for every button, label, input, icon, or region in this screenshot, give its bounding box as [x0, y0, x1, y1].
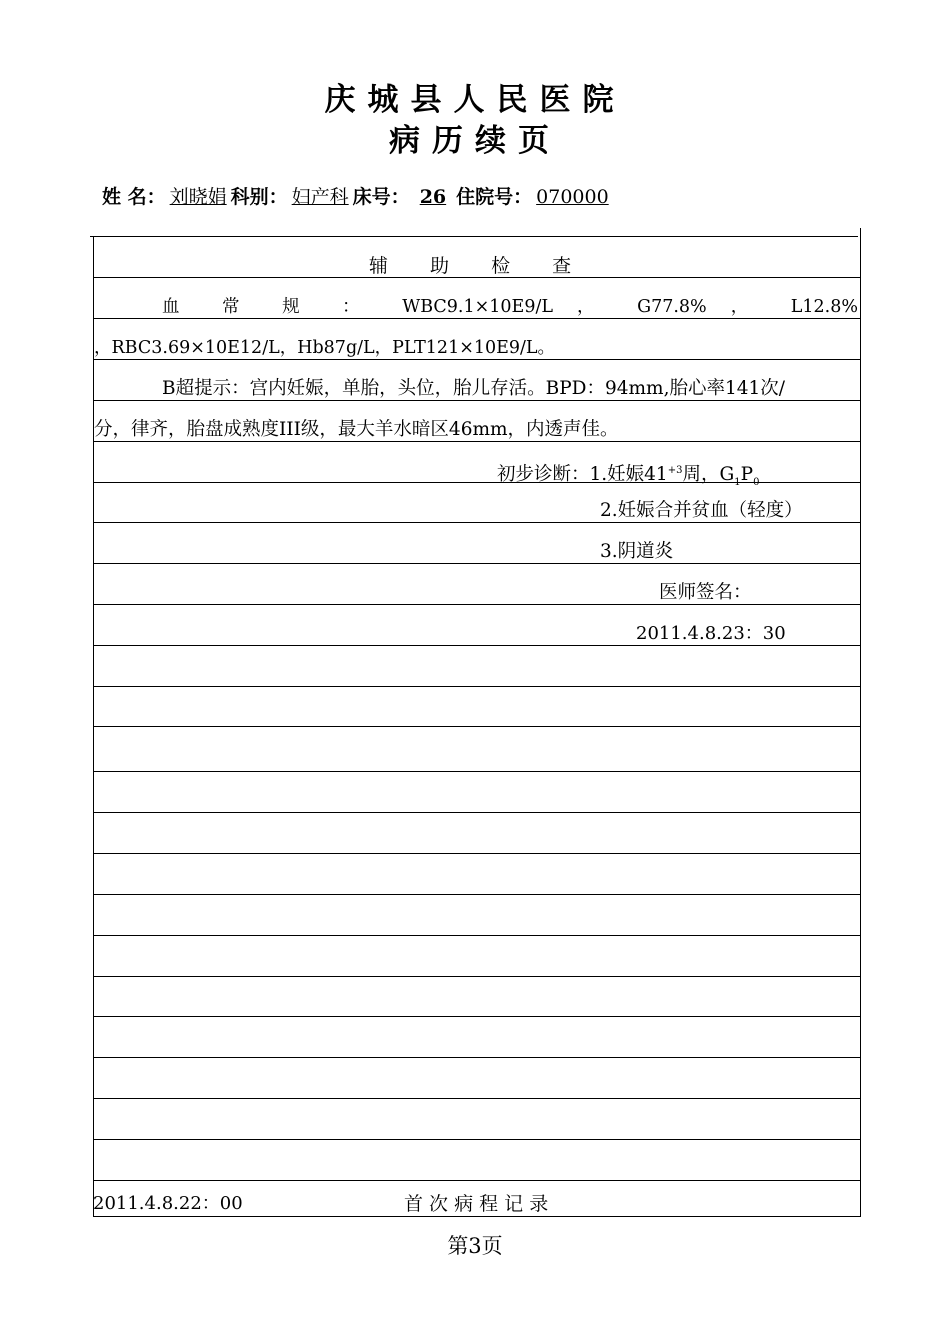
- patient-name: 刘晓娟: [169, 186, 227, 208]
- row-line: [93, 771, 861, 772]
- row-line: [93, 726, 861, 727]
- right-border: [860, 228, 861, 1216]
- row-line: [93, 1180, 861, 1181]
- admission-label: 住院号：: [456, 186, 533, 208]
- blood-routine-line2: ，RBC3.69×10E12/L，Hb87g/L，PLT121×10E9/L。: [94, 338, 556, 358]
- row-line: [93, 563, 861, 564]
- row-line: [93, 1098, 861, 1099]
- diagnosis-3: 3.阴道炎: [600, 541, 674, 562]
- bottom-border: [93, 1216, 861, 1217]
- dept-label: 科别：: [230, 186, 288, 208]
- patient-dept: 妇产科: [291, 186, 349, 208]
- page-subtitle: 病历续页: [389, 123, 561, 159]
- row-line: [93, 1016, 861, 1017]
- top-border: [90, 236, 858, 237]
- row-line: [93, 894, 861, 895]
- record-type: 首 次 病 程 记 录: [404, 1193, 549, 1215]
- page-number: 第3页: [447, 1234, 503, 1258]
- bed-label: 床号：: [352, 186, 410, 208]
- doctor-signature-label: 医师签名：: [659, 582, 752, 603]
- row-line: [93, 853, 861, 854]
- blood-routine-line1: 血 常 规 ： WBC9.1×10E9/L ， G77.8% ， L12.8%: [162, 297, 858, 317]
- row-line: [93, 1139, 861, 1140]
- section-title: 辅 助 检 查: [369, 255, 572, 277]
- ultrasound-line2: 分，律齐，胎盘成熟度III级，最大羊水暗区46mm，内透声佳。: [94, 419, 619, 440]
- ultrasound-line1: B超提示：宫内妊娠，单胎，头位，胎儿存活。BPD：94mm,胎心率141次/: [162, 378, 786, 399]
- row-line: [93, 812, 861, 813]
- signature-time: 2011.4.8.23：30: [636, 623, 786, 644]
- row-line: [93, 1057, 861, 1058]
- patient-bed: 26: [419, 186, 447, 208]
- record-time: 2011.4.8.22：00: [93, 1193, 243, 1214]
- row-line: [93, 935, 861, 936]
- diagnosis-2: 2.妊娠合并贫血（轻度）: [600, 500, 803, 521]
- row-line: [93, 976, 861, 977]
- diagnosis-1: 初步诊断：1.妊娠$41^{+3}$周，$G_1P_0$: [497, 464, 760, 488]
- row-line: [93, 686, 861, 687]
- admission-number: 070000: [536, 186, 609, 208]
- name-label: 姓 名：: [102, 186, 166, 208]
- hospital-name: 庆城县人民医院: [324, 82, 626, 118]
